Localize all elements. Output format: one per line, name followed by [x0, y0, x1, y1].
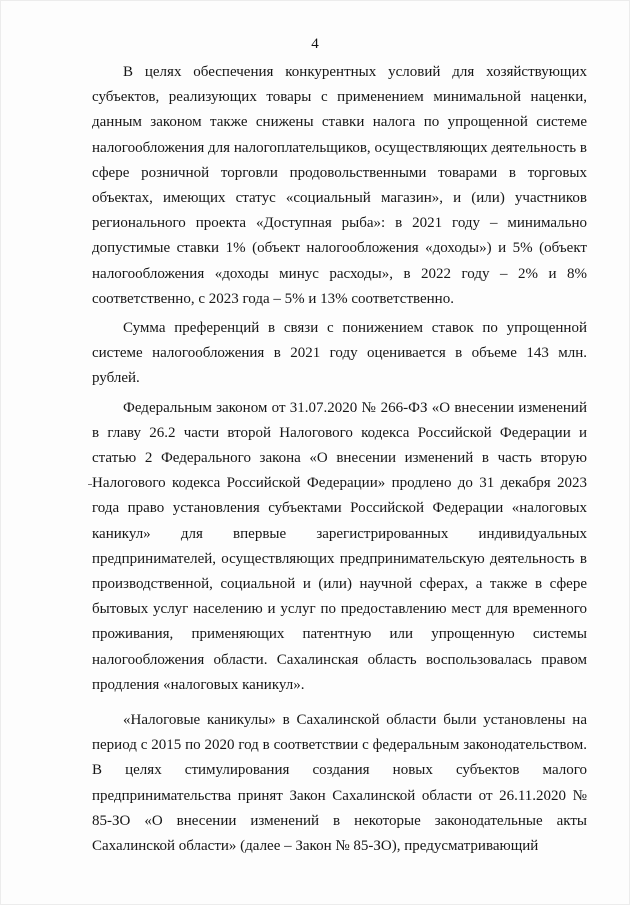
paragraph-federal-law-266: Федеральным законом от 31.07.2020 № 266-ФЗ «О внесении изменений в главу 26.2 части второй Налогового кодекса Российской Федерации и статью 2 Федерального закона «О внесении изменений в часть вторую Налогового кодекса Российской Федерации» продлено до 31 декабря 2023 года право установления субъектами Российской Федерации «налоговых каникул» для впервые зарегистрированных индивидуальных предпринимателей, осуществляющих предпринимательскую деятельность в производственной, социальной и (или) научной сферах, а также в сфере бытовых услуг населению и услуг по предоставлению мест для временного проживания, применяющих патентную или упрощенную системы налогообложения области. Сахалинская область воспользовалась правом продления «налоговых каникул».	[92, 399, 587, 693]
document-body	[92, 60, 587, 859]
scan-artifact	[88, 484, 92, 485]
paragraph-simplified-tax-rates: В целях обеспечения конкурентных условий для хозяйствующих субъектов, реализующих товары с применением минимальной наценки, данным законом также снижены ставки налога по упрощенной системе налогообложения для налогоплательщиков, осуществляющих деятельность в сфере розничной торговли продовольственными товарами в торговых объектах, имеющих статус «социальный магазин», и (или) участников регионального проекта «Доступная рыба»: в 2021 году – минимально допустимые ставки 1% (объект налогообложения «доходы») и 5% (объект налогообложения «доходы минус расходы», в 2022 году – 2% и 8% соответственно, с 2023 года – 5% и 13% соответственно.	[92, 64, 587, 307]
page-number: 4	[311, 36, 319, 52]
paragraph-preferences-amount: Сумма преференций в связи с понижением ставок по упрощенной системе налогообложения в 2021 году оценивается в объеме 143 млн. рублей.	[92, 320, 587, 387]
paragraph-tax-holidays-sakhalin: «Налоговые каникулы» в Сахалинской области были установлены на период с 2015 по 2020 год в соответствии с федеральным законодательством. В целях стимулирования создания новых субъектов малого предпринимательства принят Закон Сахалинской области от 26.11.2020 № 85-ЗО «О внесении изменений в некоторые законодательные акты Сахалинской области» (далее – Закон № 85-ЗО), предусматривающий	[92, 712, 587, 855]
